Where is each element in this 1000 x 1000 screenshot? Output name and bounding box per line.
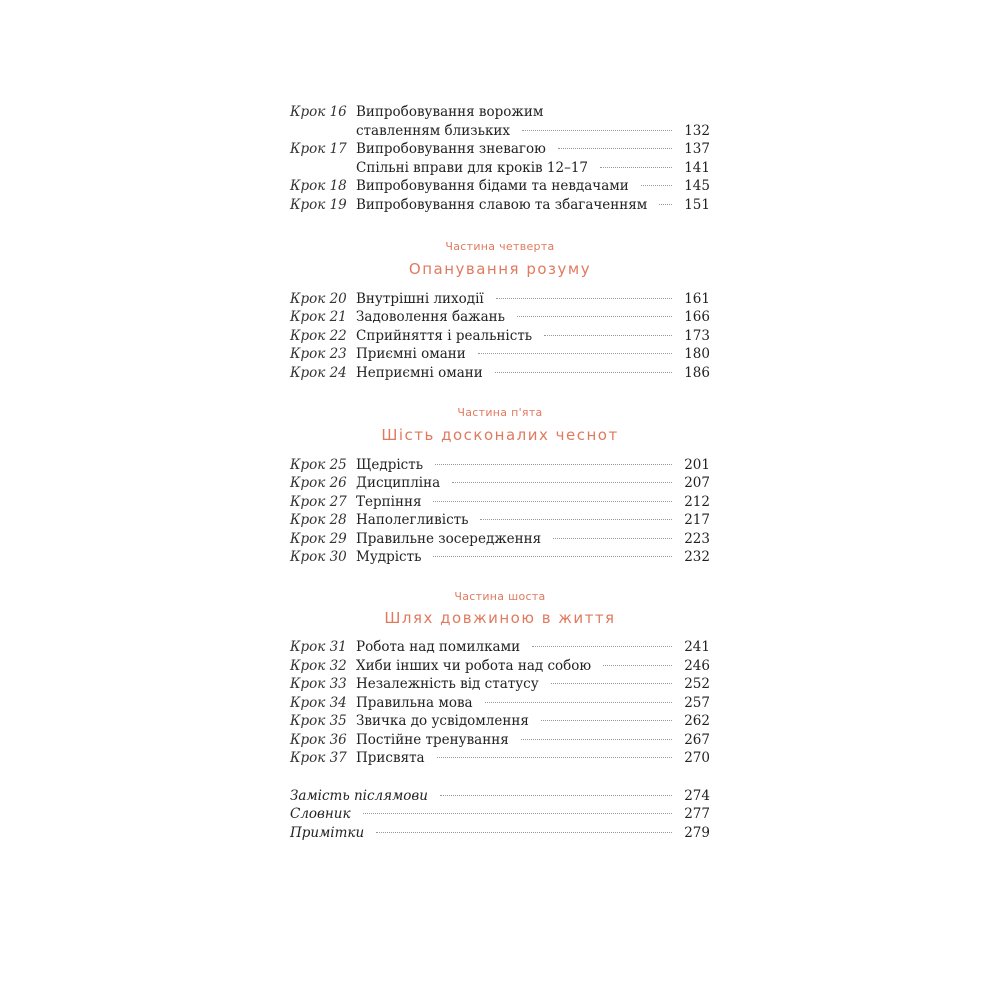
step-number: Крок 23: [290, 346, 347, 362]
step-number: Крок 24: [290, 365, 347, 381]
toc-entry[interactable]: [290, 327, 710, 345]
page-number: 270: [684, 750, 710, 766]
step-number: Крок 25: [290, 457, 347, 473]
page-number: 241: [684, 639, 710, 655]
entry-title: Мудрість: [356, 549, 422, 565]
step-number: Крок 28: [290, 512, 347, 528]
entry-title: Хиби інших чи робота над собою: [356, 658, 592, 674]
step-number: Крок 20: [290, 291, 347, 307]
dot-leader: [495, 371, 672, 373]
dot-leader: [485, 701, 672, 703]
part-title: Шість досконалих чеснот: [381, 426, 619, 444]
dot-leader: [433, 500, 672, 502]
entry-title: Спільні вправи для кроків 12–17: [356, 160, 589, 176]
step-number: Крок 27: [290, 494, 347, 510]
dot-leader: [659, 203, 672, 205]
dot-leader: [435, 463, 672, 465]
toc-entry[interactable]: [290, 196, 710, 214]
toc-entry[interactable]: [290, 548, 710, 566]
toc-entry[interactable]: [290, 638, 710, 656]
toc-entry[interactable]: [290, 675, 710, 693]
step-number: Крок 37: [290, 750, 347, 766]
dot-leader: [541, 719, 672, 721]
page-number: 173: [684, 328, 710, 344]
entry-title: Правильне зосередження: [356, 531, 542, 547]
toc-entry[interactable]: [290, 731, 710, 749]
entry-title: Словник: [290, 806, 351, 822]
part-title: Опанування розуму: [408, 260, 592, 278]
entry-title: ставленням близьких: [356, 123, 511, 139]
toc-entry-afterword[interactable]: [290, 787, 710, 805]
part-label: Частина четверта: [445, 240, 555, 253]
step-number: Крок 18: [290, 178, 347, 194]
dot-leader: [452, 481, 672, 483]
dot-leader: [480, 518, 672, 520]
page-number: 145: [684, 178, 710, 194]
entry-title: Наполегливість: [356, 512, 469, 528]
page-number: 141: [684, 160, 710, 176]
toc-entry[interactable]: [290, 511, 710, 529]
dot-leader: [517, 315, 672, 317]
step-number: Крок 30: [290, 549, 347, 565]
part-title: Шлях довжиною в життя: [384, 609, 616, 627]
toc-entry[interactable]: [290, 493, 710, 511]
page-number: 267: [684, 732, 710, 748]
toc-entry[interactable]: [290, 122, 710, 140]
dot-leader: [641, 184, 672, 186]
entry-title: Примітки: [290, 825, 365, 841]
step-number: Крок 31: [290, 639, 347, 655]
page-number: 212: [684, 494, 710, 510]
toc-entry[interactable]: [290, 345, 710, 363]
page-number: 132: [684, 123, 710, 139]
entry-title: Терпіння: [356, 494, 422, 510]
entry-title: Випробовування бідами та невдачами: [356, 178, 629, 194]
dot-leader: [522, 129, 672, 131]
page-number: 223: [684, 531, 710, 547]
page-number: 217: [684, 512, 710, 528]
page-number: 262: [684, 713, 710, 729]
step-number: Крок 16: [290, 104, 347, 120]
page-number: 274: [684, 788, 710, 804]
entry-title: Випробовування зневагою: [356, 141, 546, 157]
page-number: 180: [684, 346, 710, 362]
entry-title: Постійне тренування: [356, 732, 509, 748]
entry-title: Замість післямови: [290, 788, 428, 804]
page-number: 137: [684, 141, 710, 157]
toc-entry[interactable]: [290, 140, 710, 158]
toc-entry[interactable]: [290, 456, 710, 474]
step-number: Крок 33: [290, 676, 347, 692]
dot-leader: [544, 334, 672, 336]
step-number: Крок 34: [290, 695, 347, 711]
toc-entry[interactable]: [290, 530, 710, 548]
step-number: Крок 17: [290, 141, 347, 157]
entry-title: Внутрішні лиходії: [356, 291, 484, 307]
dot-leader: [363, 812, 672, 814]
entry-title: Щедрість: [356, 457, 424, 473]
step-number: Крок 22: [290, 328, 347, 344]
toc-entry-glossary[interactable]: [290, 805, 710, 823]
dot-leader: [558, 147, 672, 149]
toc-entry[interactable]: [290, 290, 710, 308]
toc-entry[interactable]: [290, 474, 710, 492]
page-number: 279: [684, 825, 710, 841]
step-number: Крок 35: [290, 713, 347, 729]
toc-entry[interactable]: [290, 177, 710, 195]
dot-leader: [603, 664, 672, 666]
entry-title: Неприємні омани: [356, 365, 483, 381]
toc-entry[interactable]: [290, 657, 710, 675]
page-number: 207: [684, 475, 710, 491]
entry-title: Сприйняття і реальність: [356, 328, 533, 344]
page-number: 257: [684, 695, 710, 711]
entry-title: Випробовування ворожим: [356, 104, 544, 120]
page-number: 201: [684, 457, 710, 473]
step-number: Крок 19: [290, 197, 347, 213]
step-number: Крок 29: [290, 531, 347, 547]
toc-entry[interactable]: [290, 694, 710, 712]
page-number: 232: [684, 549, 710, 565]
dot-leader: [376, 831, 672, 833]
step-number: Крок 21: [290, 309, 347, 325]
page-number: 186: [684, 365, 710, 381]
page-number: 252: [684, 676, 710, 692]
entry-title: Задоволення бажань: [356, 309, 505, 325]
dot-leader: [496, 297, 672, 299]
step-number: Крок 26: [290, 475, 347, 491]
entry-title: Робота над помилками: [356, 639, 521, 655]
dot-leader: [553, 537, 672, 539]
entry-title: Випробовування славою та збагаченням: [356, 197, 648, 213]
toc-entry[interactable]: [290, 364, 710, 382]
step-number: Крок 32: [290, 658, 347, 674]
toc-entry-notes[interactable]: [290, 824, 710, 842]
toc-entry[interactable]: [290, 103, 710, 121]
page-number: 246: [684, 658, 710, 674]
entry-title: Правильна мова: [356, 695, 473, 711]
toc-entry[interactable]: [290, 308, 710, 326]
page-number: 161: [684, 291, 710, 307]
page-number: 151: [684, 197, 710, 213]
entry-title: Звичка до усвідомлення: [356, 713, 529, 729]
entry-title: Дисципліна: [356, 475, 441, 491]
dot-leader: [440, 794, 672, 796]
part-label: Частина шоста: [454, 590, 546, 603]
step-number: Крок 36: [290, 732, 347, 748]
dot-leader: [521, 738, 672, 740]
dot-leader: [600, 166, 672, 168]
entry-title: Незалежність від статусу: [356, 676, 539, 692]
dot-leader: [532, 645, 672, 647]
entry-title: Присвята: [356, 750, 425, 766]
dot-leader: [551, 682, 672, 684]
part-label: Частина п'ята: [457, 406, 543, 419]
toc-entry[interactable]: [290, 712, 710, 730]
page-number: 277: [684, 806, 710, 822]
page-number: 166: [684, 309, 710, 325]
toc-entry[interactable]: [290, 159, 710, 177]
dot-leader: [478, 352, 672, 354]
toc-entry[interactable]: [290, 749, 710, 767]
dot-leader: [433, 555, 672, 557]
dot-leader: [437, 756, 672, 758]
entry-title: Приємні омани: [356, 346, 466, 362]
